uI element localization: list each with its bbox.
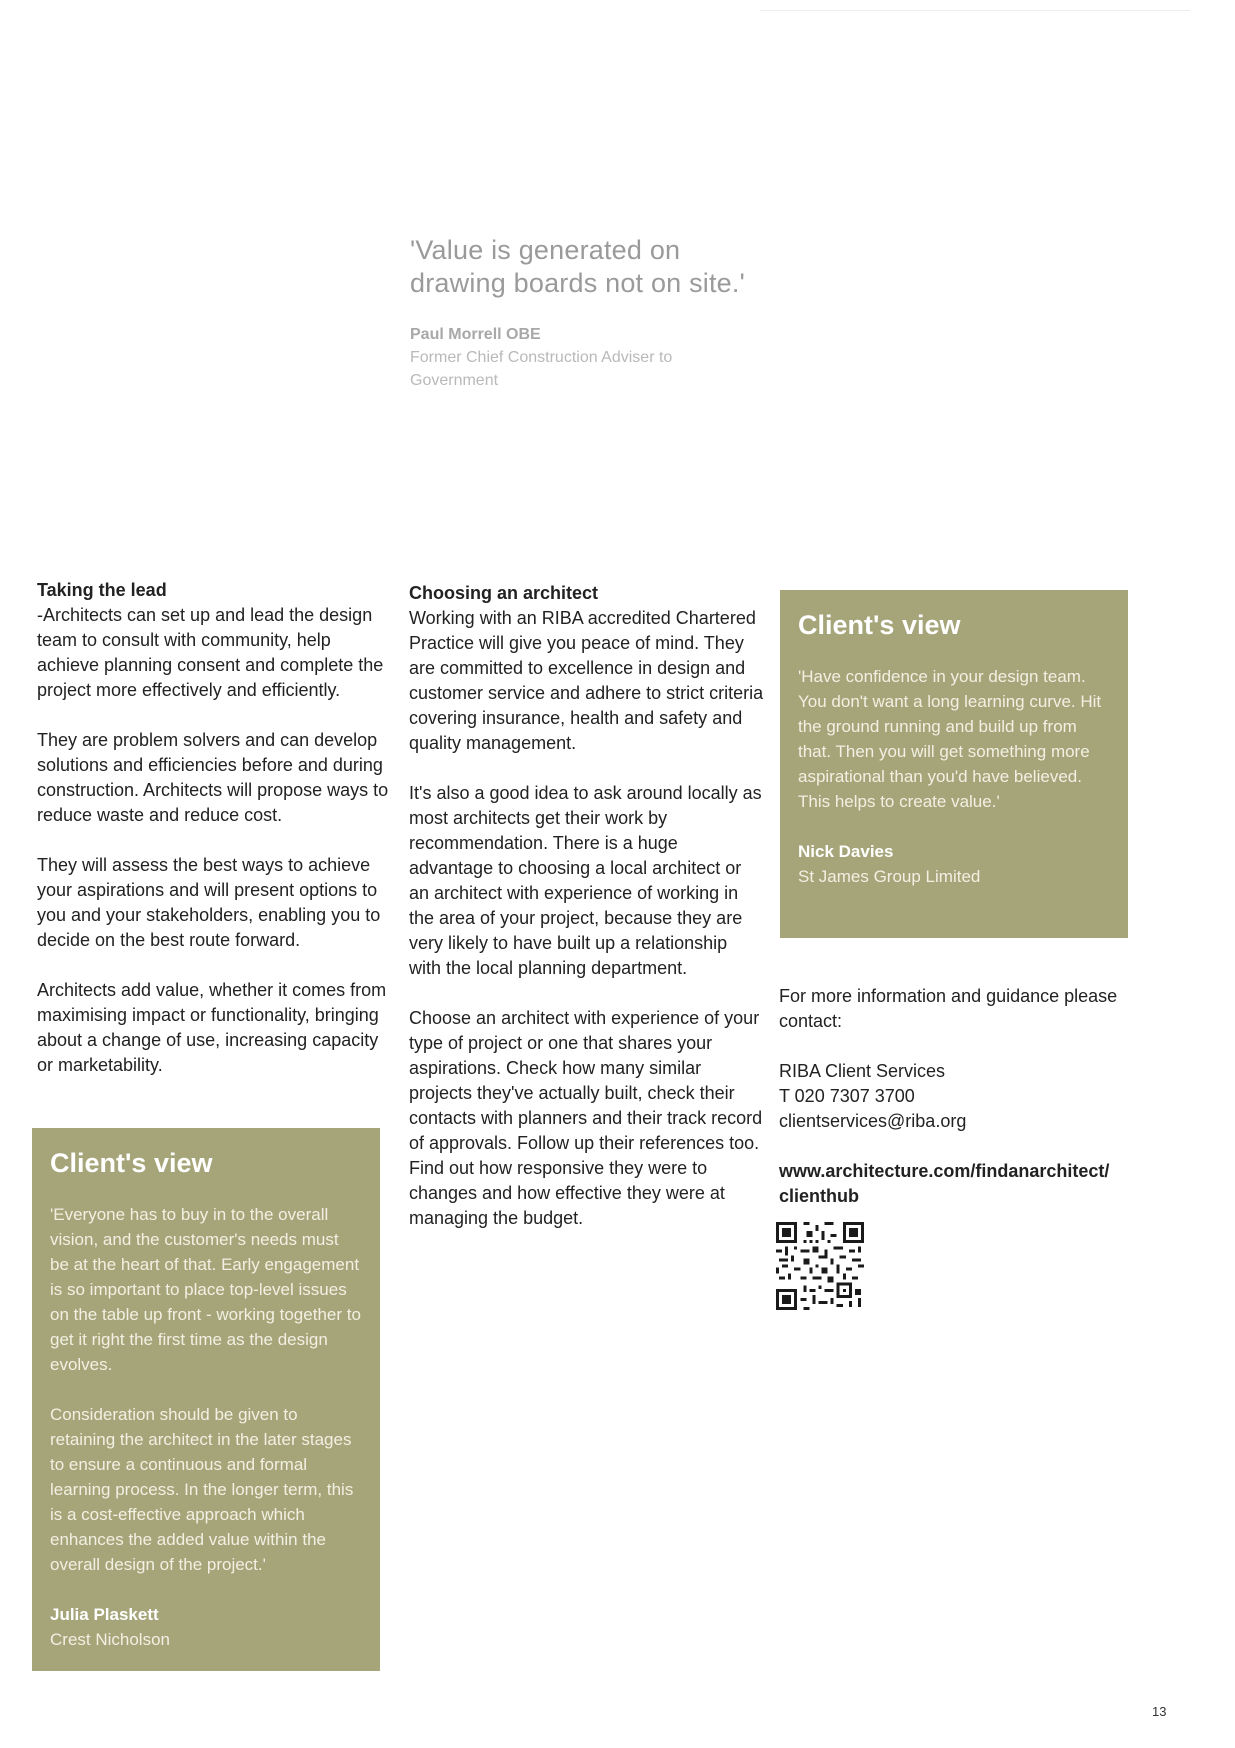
contact-info (779, 984, 1119, 1209)
paragraph: It's also a good idea to ask around locally as most architects get their work by recommendation. There is a huge advantage to choosing a local architect or an architect with experience of working in the area of your project, because they are very likely to have built up a relationship with the local planning department. (409, 783, 762, 978)
top-edge-line (760, 10, 1190, 11)
client-view-title: Client's view (50, 1148, 213, 1178)
contact-web-link[interactable]: www.architecture.com/findanarchitect/ clienthub (779, 1161, 1110, 1206)
client-view-author: Nick Davies (798, 842, 894, 861)
client-view-body (798, 664, 1110, 814)
section-heading: Choosing an architect (409, 583, 599, 603)
paragraph: Architects add value, whether it comes from maximising impact or functionality, bringing about a change of use, increasing capacity or marketability. (37, 980, 387, 1075)
contact-email[interactable]: clientservices@riba.org (779, 1111, 967, 1131)
paragraph: -Architects can set up and lead the design team to consult with community, help achieve planning consent and complete the project more effectively and efficiently. (37, 605, 384, 700)
paragraph: They will assess the best ways to achieve your aspirations and will present options to you and your stakeholders, enabling you to decide on the best route forward. (37, 855, 381, 950)
client-view-organisation: St James Group Limited (798, 867, 981, 886)
client-view-box-1 (32, 1128, 380, 1671)
client-view-paragraph: Consideration should be given to retaining the architect in the later stages to ensure a continuous and formal learning process. In the longer term, this is a cost-effective approach which enhances the added value within the overall design of the project.' (50, 1405, 354, 1574)
column-choosing-an-architect (409, 581, 764, 1256)
pull-quote-role: Former Chief Construction Adviser to Government (410, 349, 673, 389)
pull-quote-author: Paul Morrell OBE (410, 326, 541, 343)
column-taking-the-lead (37, 578, 392, 1103)
client-view-title: Client's view (798, 610, 961, 640)
client-view-paragraph: 'Have confidence in your design team. You don't want a long learning curve. Hit the ground running and build up from that. Then you will get something more aspirational than you'd have believed. This helps to create value.' (798, 667, 1102, 811)
pull-quote (410, 234, 830, 392)
paragraph: Working with an RIBA accredited Chartered Practice will give you peace of mind. They are committed to excellence in design and customer service and adhere to strict criteria covering insurance, health and safety and quality management. (409, 608, 764, 753)
client-view-author: Julia Plaskett (50, 1605, 159, 1624)
section-heading: Taking the lead (37, 580, 167, 600)
contact-phone: T 020 7307 3700 (779, 1086, 915, 1106)
client-view-box-2 (780, 590, 1128, 938)
pull-quote-text: 'Value is generated on drawing boards not on site.' (410, 235, 745, 298)
contact-intro: For more information and guidance please contact: (779, 986, 1118, 1031)
page-number: 13 (1152, 1704, 1167, 1719)
contact-name: RIBA Client Services (779, 1061, 946, 1081)
client-view-body (50, 1202, 362, 1577)
client-view-organisation: Crest Nicholson (50, 1630, 170, 1649)
paragraph: They are problem solvers and can develop solutions and efficiencies before and during construction. Architects will propose ways to reduce waste and reduce cost. (37, 730, 389, 825)
client-view-paragraph: 'Everyone has to buy in to the overall vision, and the customer's needs must be at the heart of that. Early engagement is so important to place top-level issues on the table up front - working together to get it right the first time as the design evolves. (50, 1205, 361, 1374)
qr-code[interactable] (776, 1222, 864, 1310)
paragraph: Choose an architect with experience of your type of project or one that shares your aspirations. Check how many similar projects they've actually built, check their contacts with planners and their track record of approvals. Follow up their references too. Find out how responsive they were to changes and how effective they were at managing the budget. (409, 1008, 763, 1228)
